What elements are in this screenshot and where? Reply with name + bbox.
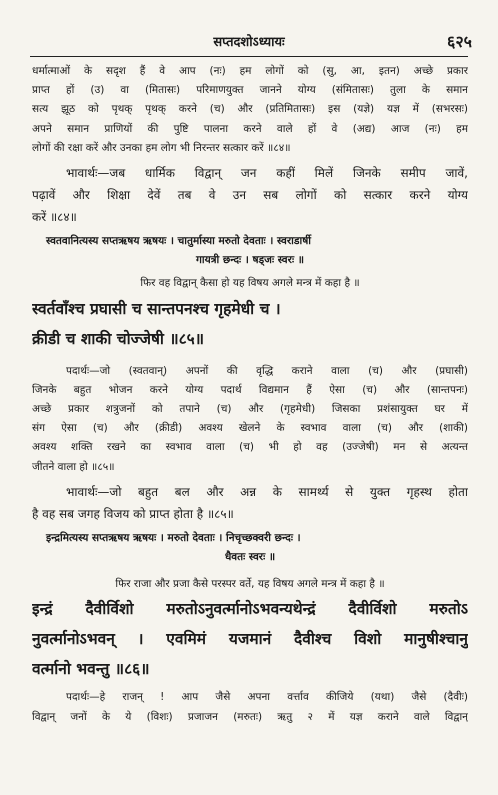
mantra-86-metadata — [32, 529, 468, 567]
header-rule — [30, 56, 468, 57]
chapter-title: सप्तदशोऽध्यायः — [213, 35, 285, 50]
verse-line: नुवर्त्मानोऽभवन् । एवमिमं यजमानं दैवीश्च विशो मानुषीश्चानु — [32, 630, 468, 649]
text-line: जिनके बहुत भोजन करने योग्य पदार्थ विद्यमान हैं ऐसा (च) और (सान्तपनः) — [32, 383, 468, 396]
text-line: इन्द्रमित्यस्य सप्तऋषय ऋषयः । मरुतो देवताः । निचृच्छक्वरी छन्दः । — [46, 531, 301, 544]
text-line: पढ़ावें और शिक्षा देवें तब वे उन सब लोगों को सत्कार करने योग्य — [32, 188, 468, 203]
mantra-86 — [32, 594, 468, 684]
page-header — [0, 0, 498, 58]
verse-line: क्रीडी च शाकी चोज्जेषी ॥८५॥ — [32, 329, 205, 348]
text-line: अच्छे प्रकार शत्रुजनों को तपाने (च) और (गृहमेधी) जिसका प्रशंसायुक्त घर में — [32, 403, 468, 416]
bhavartha-84 — [32, 162, 468, 228]
verse-line: स्वर्तवाँश्च प्रघासी च सान्तपनश्च गृहमेधी च । — [32, 299, 281, 318]
text-line: अपने समान प्राणियों की पुष्टि पालना करने वाले हों वे (अद्य) आज (नः) हम — [32, 122, 468, 135]
padartha-85 — [32, 362, 468, 477]
text-line: धर्मात्माओं के सदृश हैं वे आप (नः) हम लोगों को (सु, आ, इतन) अच्छे प्रकार — [32, 65, 468, 77]
text-line: है वह सब जगह विजय को प्राप्त होता है ॥८५॥ — [32, 506, 234, 521]
text-line: भावार्थः—जो बहुत बल और अन्न के सामर्थ्य से युक्त गृहस्थ होता — [66, 484, 468, 499]
text-line: अवश्य शक्ति रखने का स्वभाव वाला (च) भी हो वह (उज्जेषी) मन से अत्यन्त — [32, 441, 468, 454]
text-line: भावार्थः—जब धार्मिक विद्वान् जन कहीं मिलें जिनके समीप जावें, — [66, 166, 468, 181]
mantra-85-metadata — [32, 232, 468, 270]
page-number: ६२५ — [447, 32, 472, 51]
verse-line: वर्त्मानो भवन्तु ॥८६॥ — [32, 660, 150, 679]
page-body — [32, 62, 468, 727]
text-line: संग ऐसा (च) और (क्रीडी) अवश्य खेलने के स्वभाव वाला (च) और (शाकी) — [32, 422, 468, 435]
text-line: जीतने वाला हो ॥८५॥ — [32, 460, 115, 473]
mantra-86-intro: फिर राजा और प्रजा कैसे परस्पर वर्ते, यह विषय अगले मन्त्र में कहा है ॥ — [115, 578, 385, 591]
text-line: पदार्थः—जो (स्वतवान्) अपनों की वृद्धि कराने वाला (च) और (प्रघासी) — [66, 364, 468, 377]
text-line: करें ॥८४॥ — [32, 210, 77, 225]
mantra-85 — [32, 294, 468, 354]
text-line: विद्वान् जनों के ये (विशः) प्रजाजन (मरुतः) ऋतु २ में यज्ञ कराने वाले विद्वान् — [32, 710, 468, 723]
text-line: स्वतवानित्यस्य सप्तऋषय ऋषयः । चातुर्मास्या मरुतो देवताः । स्वराडार्षी — [46, 235, 312, 248]
text-line: गायत्री छन्दः । षड्जः स्वरः ॥ — [195, 254, 305, 267]
text-line: लोगों की रक्षा करें और उनका हम लोग भी निरन्तर सत्कार करें ॥८४॥ — [32, 141, 291, 154]
text-line: पदार्थः—हे राजन् ! आप जैसे अपना वर्त्ताव कीजिये (यथा) जैसे (दैवीः) — [66, 691, 468, 704]
text-line: प्राप्त हों (उ) वा (मितासः) परिमाणयुक्त जानने योग्य (संमितासः) तुला के समान — [32, 84, 468, 97]
text-line: धैवतः स्वरः ॥ — [224, 551, 276, 564]
commentary-continuation — [32, 62, 468, 158]
mantra-85-intro: फिर वह विद्वान् कैसा हो यह विषय अगले मन्त्र में कहा है ॥ — [140, 277, 360, 290]
text-line: सत्य झूठ को पृथक् पृथक् करने (च) और (प्रतिमितासः) इस (यज्ञे) यज्ञ में (सभरसः) — [32, 103, 468, 116]
verse-line: इन्द्रं दैवीर्विशो मरुतोऽनुवर्त्मानोऽभवन्यथेन्द्रं दैवीर्विशो मरुतोऽ — [32, 600, 468, 619]
padartha-86 — [32, 688, 468, 726]
bhavartha-85 — [32, 481, 468, 525]
